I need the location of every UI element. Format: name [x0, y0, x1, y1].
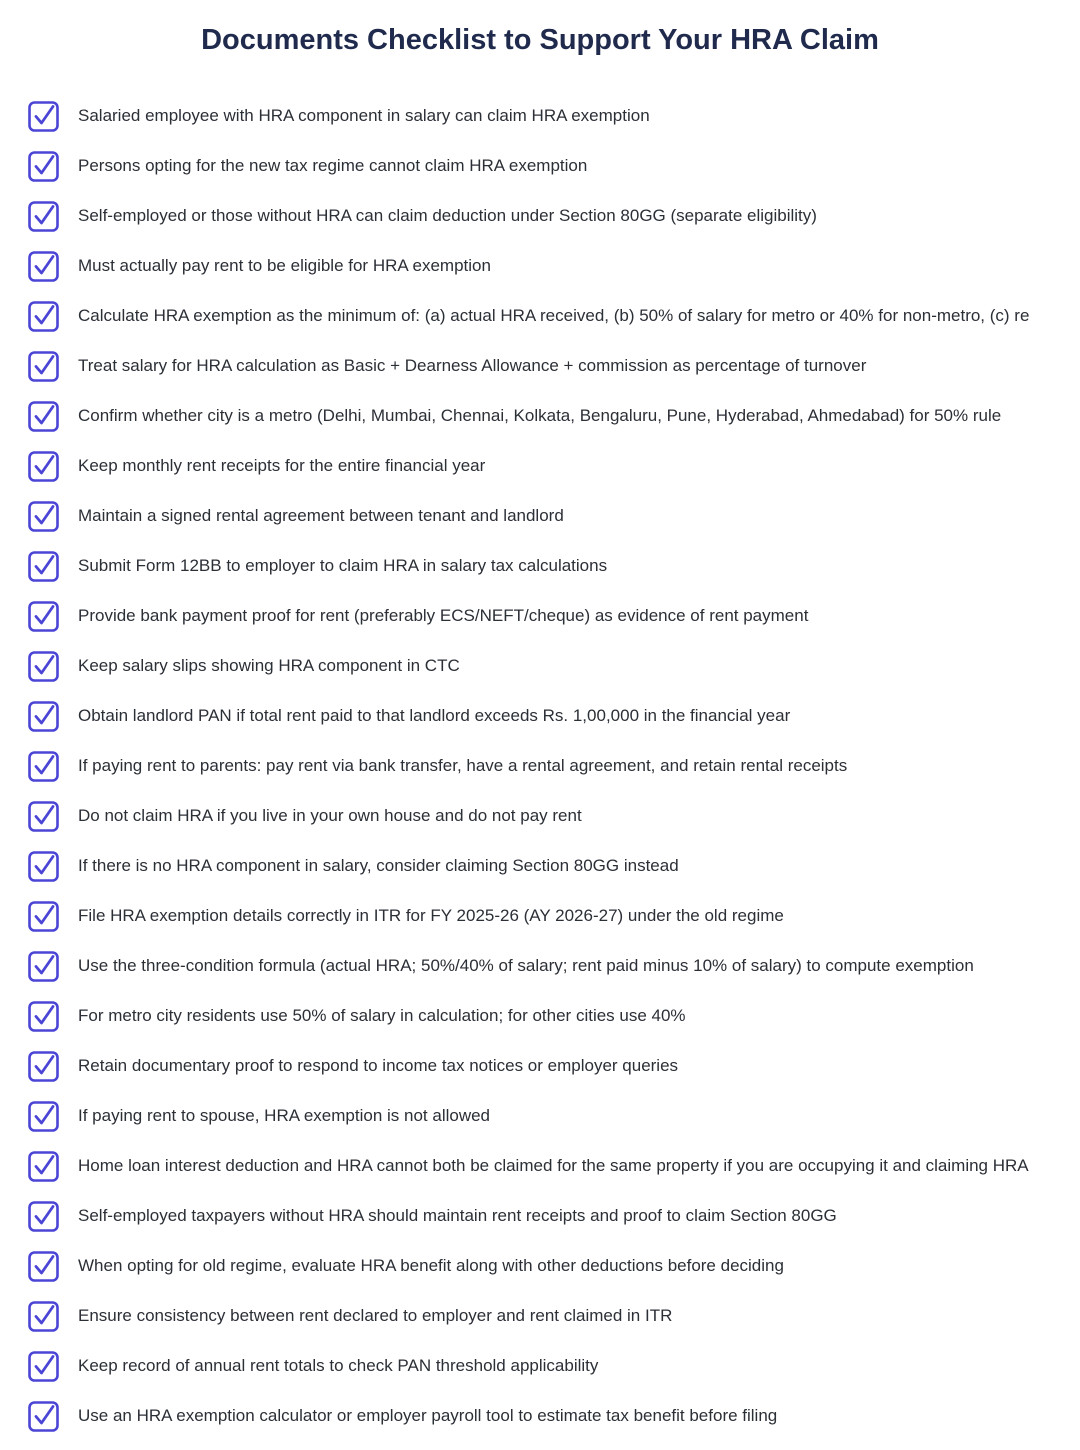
checked-box-icon[interactable] [28, 1201, 59, 1232]
checklist-item-label: If there is no HRA component in salary, consider claiming Section 80GG instead [78, 856, 679, 875]
checklist-item-label: Confirm whether city is a metro (Delhi, Mumbai, Chennai, Kolkata, Bengaluru, Pune, Hyderabad, Ahmedabad) for 50% rule [78, 406, 1002, 425]
checklist-item-label: Retain documentary proof to respond to income tax notices or employer queries [78, 1056, 679, 1075]
checklist-item-label: Treat salary for HRA calculation as Basic + Dearness Allowance + commission as percentage of turnover [78, 356, 867, 375]
checklist-item [0, 741, 1080, 791]
checklist-item-label: When opting for old regime, evaluate HRA benefit along with other deductions before deciding [78, 1256, 784, 1275]
checked-box-icon[interactable] [28, 1301, 59, 1332]
checked-box-icon[interactable] [28, 951, 59, 982]
checklist-item-label: Persons opting for the new tax regime cannot claim HRA exemption [78, 156, 588, 175]
checklist-item-label: File HRA exemption details correctly in ITR for FY 2025-26 (AY 2026-27) under the old regime [78, 906, 784, 925]
checklist-item-label: Calculate HRA exemption as the minimum of: (a) actual HRA received, (b) 50% of salary for metro or 40% for non-metro, (c) re [78, 306, 1030, 325]
checklist-item [0, 391, 1080, 441]
checked-box-icon[interactable] [28, 251, 59, 282]
checked-box-icon[interactable] [28, 101, 59, 132]
checklist-item [0, 1391, 1080, 1441]
checklist-item [0, 341, 1080, 391]
checklist-item-label: If paying rent to spouse, HRA exemption is not allowed [78, 1106, 491, 1125]
checked-box-icon[interactable] [28, 701, 59, 732]
checklist-item [0, 941, 1080, 991]
checklist-item-label: Do not claim HRA if you live in your own house and do not pay rent [78, 806, 582, 825]
checked-box-icon[interactable] [28, 651, 59, 682]
checklist-item [0, 1241, 1080, 1291]
checked-box-icon[interactable] [28, 801, 59, 832]
checklist-item [0, 841, 1080, 891]
checklist-item-label: Self-employed taxpayers without HRA should maintain rent receipts and proof to claim Section 80GG [78, 1206, 837, 1225]
checked-box-icon[interactable] [28, 501, 59, 532]
checklist-item [0, 1291, 1080, 1341]
checklist [0, 91, 1080, 1441]
checklist-item [0, 91, 1080, 141]
checked-box-icon[interactable] [28, 301, 59, 332]
checklist-item [0, 1191, 1080, 1241]
checked-box-icon[interactable] [28, 351, 59, 382]
checklist-item-label: Must actually pay rent to be eligible for HRA exemption [78, 256, 491, 275]
checked-box-icon[interactable] [28, 1051, 59, 1082]
checked-box-icon[interactable] [28, 151, 59, 182]
checklist-item [0, 241, 1080, 291]
checklist-item-label: Keep salary slips showing HRA component in CTC [78, 656, 460, 675]
checklist-item [0, 441, 1080, 491]
checked-box-icon[interactable] [28, 1101, 59, 1132]
checklist-item-label: Use an HRA exemption calculator or employer payroll tool to estimate tax benefit before filing [78, 1406, 778, 1425]
checked-box-icon[interactable] [28, 551, 59, 582]
checked-box-icon[interactable] [28, 1251, 59, 1282]
checked-box-icon[interactable] [28, 201, 59, 232]
checked-box-icon[interactable] [28, 401, 59, 432]
checked-box-icon[interactable] [28, 851, 59, 882]
checklist-item-label: Keep record of annual rent totals to check PAN threshold applicability [78, 1356, 599, 1375]
checklist-item-label: Submit Form 12BB to employer to claim HRA in salary tax calculations [78, 556, 608, 575]
checklist-item [0, 891, 1080, 941]
checked-box-icon[interactable] [28, 601, 59, 632]
checklist-item-label: Ensure consistency between rent declared to employer and rent claimed in ITR [78, 1306, 673, 1325]
checklist-item [0, 1141, 1080, 1191]
checklist-item-label: Salaried employee with HRA component in salary can claim HRA exemption [78, 106, 650, 125]
checklist-item [0, 641, 1080, 691]
checklist-item-label: If paying rent to parents: pay rent via bank transfer, have a rental agreement, and retain rental receipts [78, 756, 848, 775]
checklist-item-label: Self-employed or those without HRA can claim deduction under Section 80GG (separate eligibility) [78, 206, 817, 225]
page-title: Documents Checklist to Support Your HRA Claim [201, 24, 879, 56]
checklist-item [0, 691, 1080, 741]
checked-box-icon[interactable] [28, 751, 59, 782]
checklist-item [0, 291, 1080, 341]
checklist-item [0, 141, 1080, 191]
checked-box-icon[interactable] [28, 1401, 59, 1432]
checklist-item [0, 541, 1080, 591]
checked-box-icon[interactable] [28, 1001, 59, 1032]
checked-box-icon[interactable] [28, 1351, 59, 1382]
checklist-item-label: Obtain landlord PAN if total rent paid to that landlord exceeds Rs. 1,00,000 in the financial year [78, 706, 791, 725]
checklist-item-label: Keep monthly rent receipts for the entire financial year [78, 456, 486, 475]
checklist-item-label: Home loan interest deduction and HRA cannot both be claimed for the same property if you are occupying it and claiming HRA [78, 1156, 1029, 1175]
checklist-item [0, 191, 1080, 241]
checklist-item [0, 1041, 1080, 1091]
checklist-item [0, 591, 1080, 641]
checked-box-icon[interactable] [28, 451, 59, 482]
checklist-item-label: Provide bank payment proof for rent (preferably ECS/NEFT/cheque) as evidence of rent payment [78, 606, 809, 625]
checklist-item-label: Use the three-condition formula (actual HRA; 50%/40% of salary; rent paid minus 10% of salary) to compute exemption [78, 956, 974, 975]
checklist-item [0, 1341, 1080, 1391]
checked-box-icon[interactable] [28, 1151, 59, 1182]
checklist-item [0, 491, 1080, 541]
checked-box-icon[interactable] [28, 901, 59, 932]
checklist-item-label: Maintain a signed rental agreement between tenant and landlord [78, 506, 564, 525]
checklist-item [0, 1091, 1080, 1141]
checklist-item [0, 991, 1080, 1041]
checklist-item [0, 791, 1080, 841]
checklist-item-label: For metro city residents use 50% of salary in calculation; for other cities use 40% [78, 1006, 686, 1025]
